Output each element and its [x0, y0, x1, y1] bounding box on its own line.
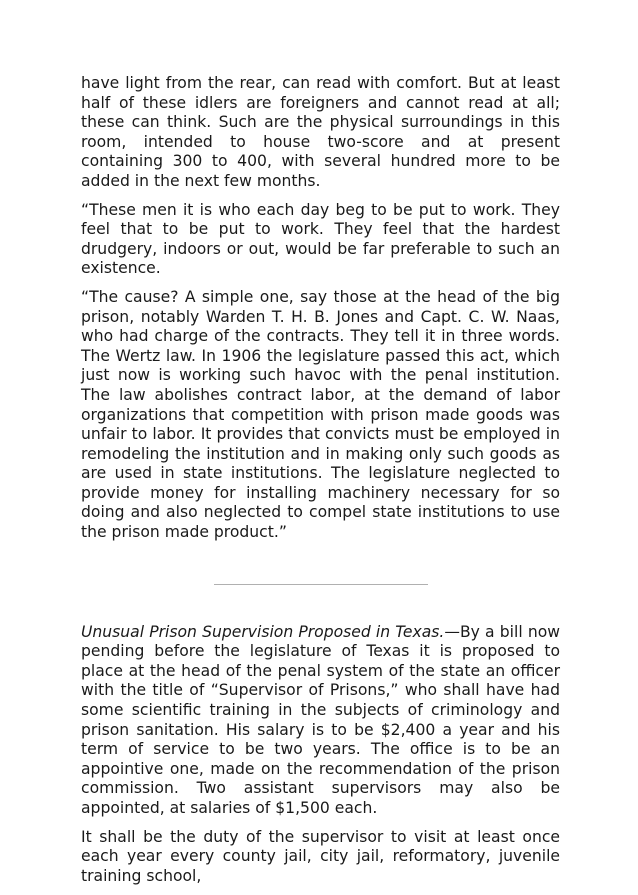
paragraph-texas-supervision — [81, 623, 560, 819]
title-dash: — — [444, 622, 460, 641]
paragraph-men-beg-work: “These men it is who each day beg to be put to work. They feel that to be put to work. They feel that the hardest drudgery, indoors or out, would be far preferable to such an existence. — [81, 200, 560, 278]
document-page — [81, 74, 560, 895]
paragraph-supervisor-duty: It shall be the duty of the supervisor to visit at least once each year every county jail, city jail, reformatory, juvenile training school, — [81, 827, 560, 885]
section-gap — [81, 585, 560, 623]
paragraph-wertz-law: “The cause? A simple one, say those at the head of the big prison, notably Warden T. H. B. Jones and Capt. C. W. Naas, who had charge of the contracts. They tell it in three words. The Wertz law. In 1906 the legislature passed this act, which just now is working such havoc with the penal institution. The law abolishes contract labor, at the demand of labor organizations that competition with prison made goods was unfair to labor. It provides that convicts must be employed in remodeling the institution and in making only such goods as are used in state institutions. The legislature neglected to provide money for installing machinery necessary for so doing and also neglected to compel state institutions to use the prison made product.” — [81, 287, 560, 542]
article-title: Unusual Prison Supervision Proposed in Texas. — [81, 622, 445, 641]
article-lead-text: By a bill now pending before the legislature of Texas it is proposed to place at the head of the penal system of the state an officer with the title of “Supervisor of Prisons,” who shall have had some scientific training in the subjects of criminology and prison sanitation. His salary is to be $2,400 a year and his term of service to be two years. The office is to be an appointive one, made on the recommendation of the prison commission. Two assistant supervisors may also be appointed, at salaries of $1,500 each. — [81, 622, 560, 817]
paragraph-reading-conditions: have light from the rear, can read with comfort. But at least half of these idlers are foreigners and cannot read at all; these can think. Such are the physical surroundings in this room, intended to house two-score and at present containing 300 to 400, with several hundred more to be added in the next few months. — [81, 74, 560, 190]
